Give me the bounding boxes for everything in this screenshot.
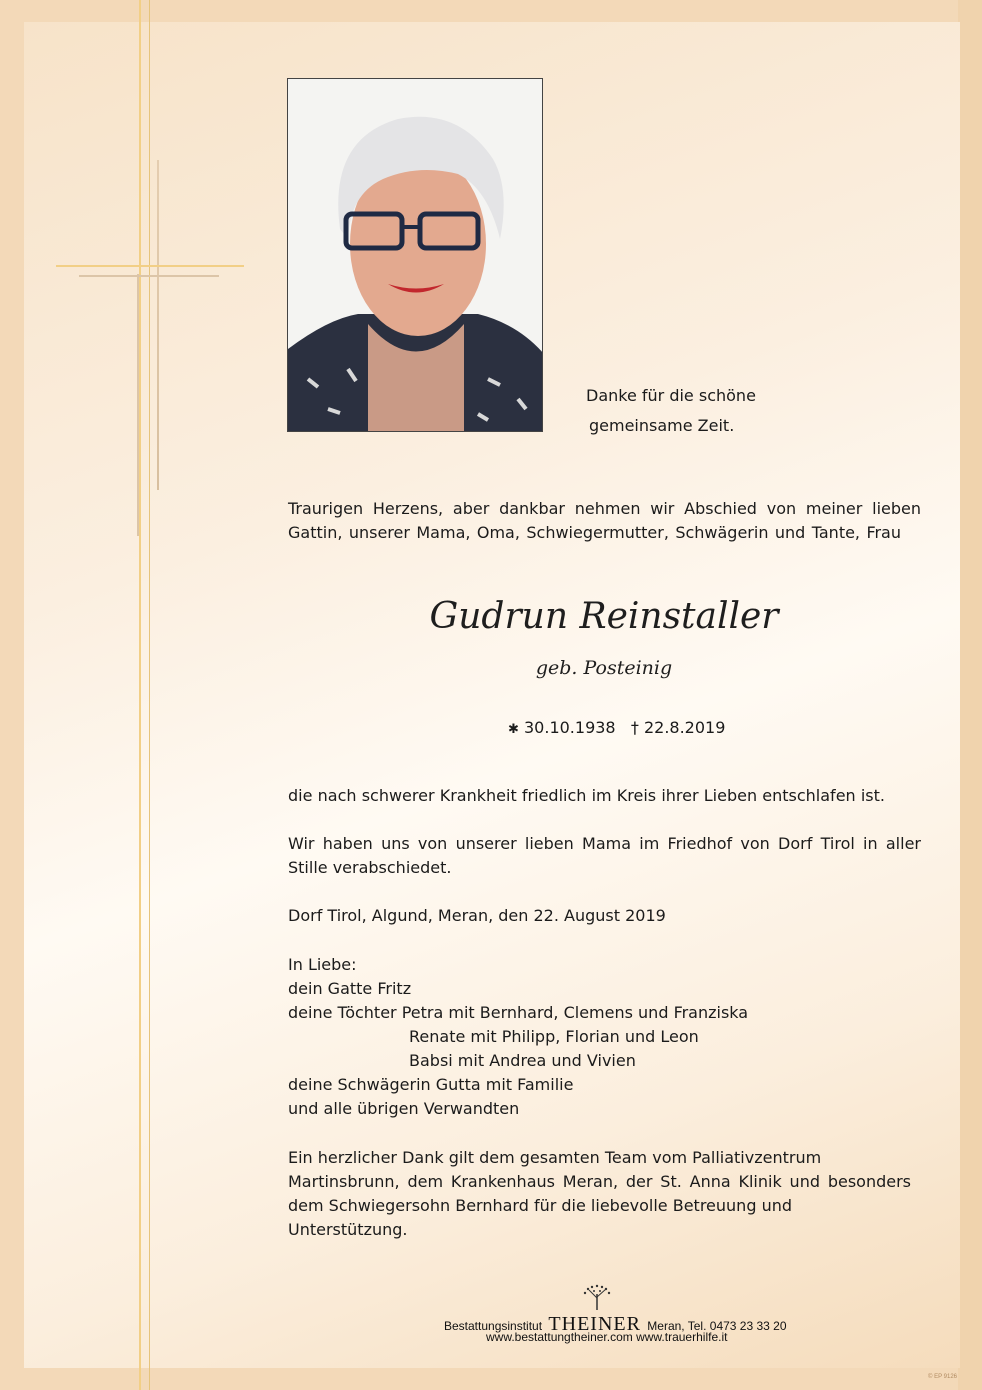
- thanks-line-4: Unterstützung.: [288, 1220, 408, 1239]
- body-paragraph-2-line-2: Stille verabschiedet.: [288, 858, 452, 877]
- frame-top: [0, 0, 982, 22]
- footer-web: www.bestattungtheiner.com www.trauerhilfe.it: [486, 1330, 728, 1344]
- mourner-line: dein Gatte Fritz: [288, 979, 412, 998]
- life-dates: [508, 716, 725, 742]
- birth-date: 30.10.1938: [524, 718, 616, 737]
- death-cross-icon: †: [630, 718, 639, 737]
- footer-brand: THEINER: [548, 1313, 641, 1335]
- gold-line-right: [149, 0, 150, 1390]
- place-date: Dorf Tirol, Algund, Meran, den 22. August 2019: [288, 906, 666, 925]
- intro-line-2: Gattin, unserer Mama, Oma, Schwiegermutter, Schwägerin und Tante, Frau: [288, 523, 901, 542]
- quote-line-2: gemeinsame Zeit.: [589, 416, 735, 435]
- mourner-line: und alle übrigen Verwandten: [288, 1099, 520, 1118]
- portrait-photo: [287, 78, 543, 432]
- frame-left: [0, 0, 24, 1390]
- thanks-line-1: Ein herzlicher Dank gilt dem gesamten Team vom Palliativzentrum: [288, 1148, 822, 1167]
- death-date: 22.8.2019: [643, 718, 726, 737]
- deceased-name: Gudrun Reinstaller: [429, 596, 779, 637]
- mourner-line: deine Töchter Petra mit Bernhard, Clemens und Franziska: [288, 1003, 749, 1022]
- print-code: © EP 9126: [928, 1374, 957, 1380]
- body-paragraph-2-line-1: Wir haben uns von unserer lieben Mama im Friedhof von Dorf Tirol in aller: [288, 834, 921, 853]
- frame-bottom: [0, 1368, 982, 1390]
- birth-star-icon: ✱: [508, 722, 519, 737]
- gold-line-left: [139, 0, 141, 1390]
- birth-name: geb. Posteinig: [535, 657, 673, 679]
- quote-line-1: Danke für die schöne: [586, 386, 756, 405]
- mourner-line: Babsi mit Andrea und Vivien: [409, 1051, 636, 1070]
- thanks-line-2: Martinsbrunn, dem Krankenhaus Meran, der St. Anna Klinik und besonders: [288, 1172, 911, 1191]
- intro-line-1: Traurigen Herzens, aber dankbar nehmen wir Abschied von meiner lieben: [288, 499, 921, 518]
- footer-contact: Meran, Tel. 0473 23 33 20: [647, 1319, 787, 1333]
- body-paragraph-1: die nach schwerer Krankheit friedlich im Kreis ihrer Lieben entschlafen ist.: [288, 786, 885, 805]
- mourner-line: Renate mit Philipp, Florian und Leon: [409, 1027, 699, 1046]
- mourner-line: deine Schwägerin Gutta mit Familie: [288, 1075, 574, 1094]
- thanks-line-3: dem Schwiegersohn Bernhard für die liebevolle Betreuung und: [288, 1196, 792, 1215]
- footer-prefix: Bestattungsinstitut: [444, 1319, 543, 1333]
- mourners-heading: In Liebe:: [288, 955, 357, 974]
- frame-right: [958, 0, 982, 1390]
- tree-logo-icon: [580, 1284, 614, 1310]
